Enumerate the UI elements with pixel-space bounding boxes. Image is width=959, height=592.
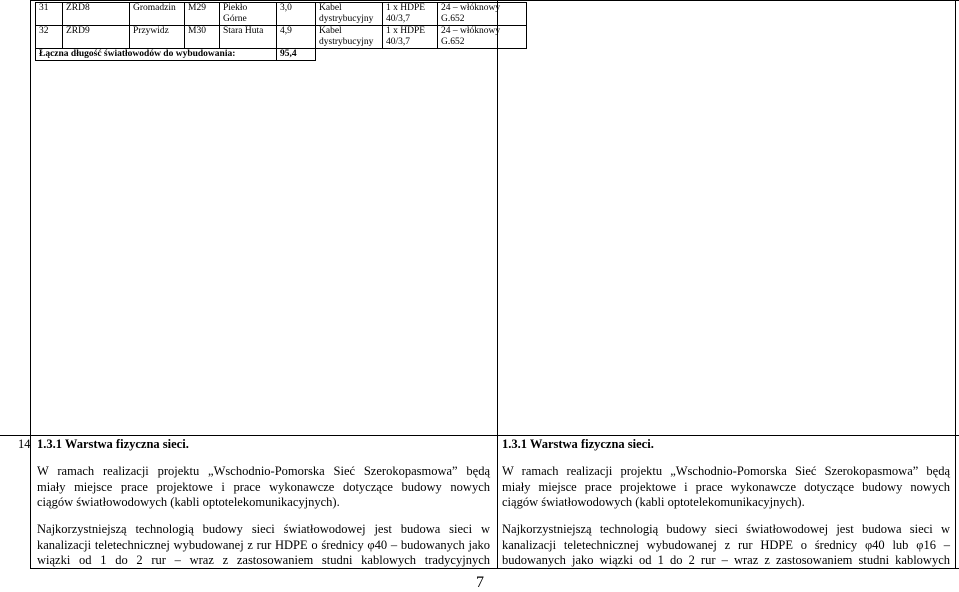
text-line: ciągów światłowodowych (kabli optotelekomunikacyjnych).: [502, 495, 805, 509]
right-paragraph-2: [502, 522, 950, 569]
cell-to: Stara Huta: [220, 26, 277, 49]
table-row: [36, 3, 527, 26]
left-paragraph-1: [37, 464, 490, 511]
text-line: kanalizacji teletechnicznej wybudowanej z rur HDPE o średnicy φ40 – budowanych jako: [37, 537, 490, 552]
cable-table: [35, 2, 527, 61]
cell-length: 3,0: [277, 3, 316, 26]
page-number: 7: [476, 574, 484, 591]
row-number: 14: [18, 437, 31, 451]
cell-fibre: 24 – włóknowy G.652: [438, 3, 527, 26]
cell-hdpe: 1 x HDPE 40/3,7: [383, 3, 438, 26]
cell-code: ZRD8: [63, 3, 130, 26]
text-line: ciągów światłowodowych (kabli optotelekomunikacyjnych).: [37, 495, 340, 509]
cell-no: 31: [36, 3, 63, 26]
text-line: budowanych jako wiązki od 1 do 2 rur – wraz z zastosowaniem studni kablowych: [502, 553, 950, 567]
cell-to: Piekło Górne: [220, 3, 277, 26]
frame-top-line: [30, 0, 959, 1]
left-section-title: 1.3.1 Warstwa fizyczna sieci.: [37, 437, 189, 451]
frame-right-line: [955, 0, 956, 568]
cell-code: ZRD9: [63, 26, 130, 49]
left-paragraph-2: [37, 522, 490, 569]
cell-cable: Kabel dystrybucyjny: [316, 3, 383, 26]
total-label: Łączna długość światłowodów do wybudowania:: [36, 49, 277, 61]
cell-fibre: 24 – włóknowy G.652: [438, 26, 527, 49]
cell-no: 32: [36, 26, 63, 49]
right-paragraph-1: [502, 464, 950, 511]
cell-cable: Kabel dystrybucyjny: [316, 26, 383, 49]
cell-from: Przywidz: [130, 26, 185, 49]
text-line: wiązki od 1 do 2 rur – wraz z zastosowaniem studni kablowych tradycyjnych: [37, 553, 490, 567]
text-line: Najkorzystniejszą technologią budowy sieci światłowodowej jest budowa sieci w: [502, 522, 950, 536]
total-value: 95,4: [277, 49, 316, 61]
table-row: [36, 26, 527, 49]
frame-row-divider: [0, 435, 959, 436]
cell-length: 4,9: [277, 26, 316, 49]
frame-middle-line: [497, 0, 498, 568]
cell-m: M29: [185, 3, 220, 26]
text-line: miały miejsce prace projektowe i prace wykonawcze dotyczące budowy nowych: [37, 479, 490, 494]
text-line: W ramach realizacji projektu „Wschodnio-Pomorska Sieć Szerokopasmowa” będą: [502, 464, 950, 478]
total-row: [36, 49, 527, 61]
cell-m: M30: [185, 26, 220, 49]
text-line: W ramach realizacji projektu „Wschodnio-Pomorska Sieć Szerokopasmowa” będą: [37, 464, 490, 478]
text-line: kanalizacji teletechnicznej wybudowanej z rur HDPE o średnicy φ40 lub φ16 –: [502, 537, 950, 552]
text-line: Najkorzystniejszą technologią budowy sieci światłowodowej jest budowa sieci w: [37, 522, 490, 536]
right-section-title: 1.3.1 Warstwa fizyczna sieci.: [502, 437, 654, 451]
cell-hdpe: 1 x HDPE 40/3,7: [383, 26, 438, 49]
frame-left-line: [30, 0, 31, 568]
text-line: miały miejsce prace projektowe i prace wykonawcze dotyczące budowy nowych: [502, 479, 950, 494]
cell-from: Gromadzin: [130, 3, 185, 26]
